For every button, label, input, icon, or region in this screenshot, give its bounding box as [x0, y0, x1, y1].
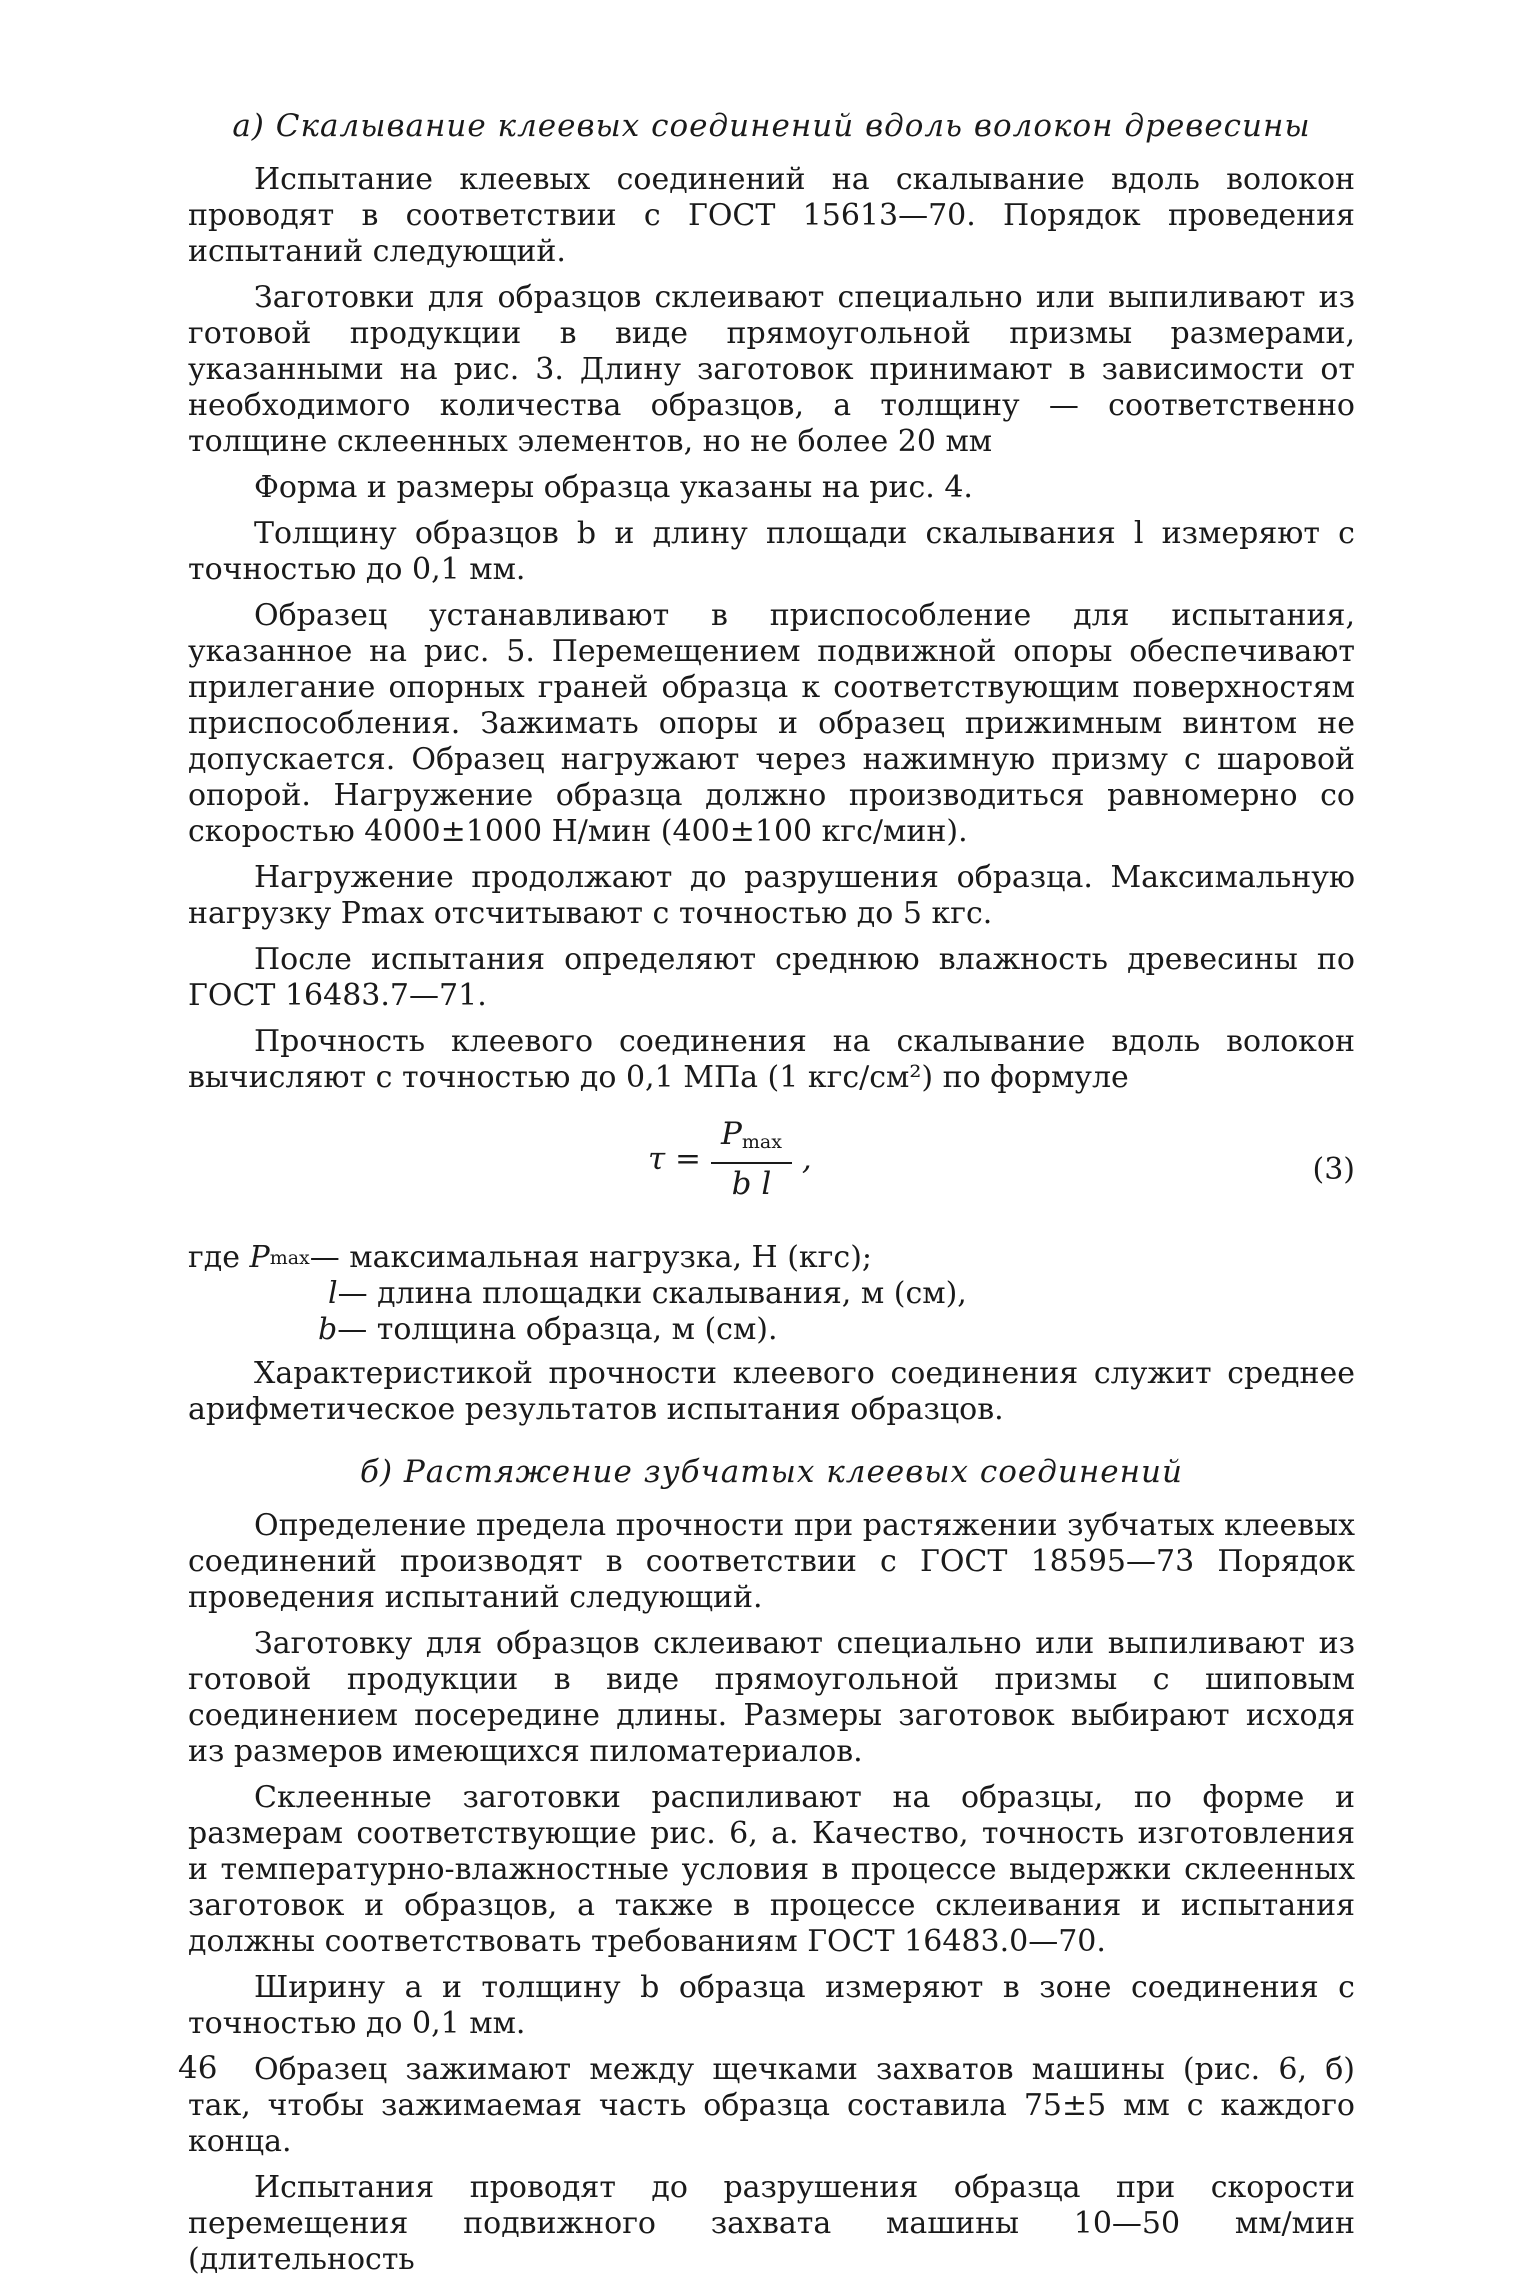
paragraph: Заготовки для образцов склеивают специально или выпиливают из готовой продукции в виде прямоугольной призмы размерами, указанными на рис. 3. Длину заготовок принимают в зависимости от необходимого количества образцов, а толщину — соответственно толщине склеенных элементов, но не более 20 мм — [188, 280, 1355, 459]
paragraph: Толщину образцов b и длину площади скалывания l измеряют с точностью до 0,1 мм. — [188, 516, 1355, 587]
legend-symbol: l — [328, 1276, 338, 1311]
legend-text: — максимальная нагрузка, Н (кгс); — [309, 1240, 873, 1275]
page-number: 46 — [178, 2050, 218, 2086]
paragraph: Испытания проводят до разрушения образца при скорости перемещения подвижного захвата машины 10—50 мм/мин (длительность — [188, 2170, 1355, 2277]
formula-lhs: τ = — [648, 1141, 701, 1177]
section-b-heading: б) Растяжение зубчатых клеевых соединений — [360, 1454, 1183, 1490]
legend-symbol: P — [249, 1240, 270, 1275]
paragraph: Склеенные заготовки распиливают на образцы, по форме и размерам соответствующие рис. 6, а. Качество, точность изготовления и температурно-влажностные условия в процессе выдержки склеенных заготовок и образцов, а также в процессе склеивания и испытания должны соответствовать требованиям ГОСТ 16483.0—70. — [188, 1780, 1355, 1959]
legend-symbol-sub: max — [269, 1247, 310, 1269]
paragraph: Форма и размеры образца указаны на рис. 4. — [254, 470, 973, 505]
formula-number: (3) — [1312, 1152, 1355, 1187]
paragraph: После испытания определяют среднюю влажность древесины по ГОСТ 16483.7—71. — [188, 942, 1355, 1013]
paragraph: Определение предела прочности при растяжении зубчатых клеевых соединений производят в соответствии с ГОСТ 18595—73 Порядок проведения испытаний следующий. — [188, 1508, 1355, 1615]
paragraph: Образец устанавливают в приспособление для испытания, указанное на рис. 5. Перемещением подвижной опоры обеспечивают прилегание опорных граней образца к соответствующим поверхностям приспособления. Зажимать опоры и образец прижимным винтом не допускается. Образец нагружают через нажимную призму с шаровой опорой. Нагружение образца должно производиться равномерно со скоростью 4000±1000 Н/мин (400±100 кгс/мин). — [188, 598, 1355, 849]
paragraph: Образец зажимают между щечками захватов машины (рис. 6, б) так, чтобы зажимаемая часть образца составила 75±5 мм с каждого конца. — [188, 2052, 1355, 2159]
paragraph: Прочность клеевого соединения на скалывание вдоль волокон вычисляют с точностью до 0,1 МПа (1 кгс/см²) по формуле — [188, 1024, 1355, 1095]
shear-strength-formula — [188, 1106, 1355, 1224]
section-a-heading: а) Скалывание клеевых соединений вдоль волокон древесины — [232, 108, 1311, 144]
formula-numerator: P — [720, 1116, 742, 1152]
paragraph: Испытание клеевых соединений на скалывание вдоль волокон проводят в соответствии с ГОСТ 15613—70. Порядок проведения испытаний следующий. — [188, 162, 1355, 269]
paragraph: Характеристикой прочности клеевого соединения служит среднее арифметическое результатов испытания образцов. — [188, 1356, 1355, 1427]
legend-symbol: b — [318, 1312, 338, 1347]
formula-trail: , — [801, 1141, 812, 1177]
legend-text: — толщина образца, м (см). — [337, 1312, 778, 1347]
paragraph: Нагружение продолжают до разрушения образца. Максимальную нагрузку Pmax отсчитывают с точностью до 5 кгс. — [188, 860, 1355, 931]
formula-numerator-sub: max — [741, 1131, 782, 1153]
formula-denominator: b l — [731, 1166, 772, 1202]
legend-text: — длина площадки скалывания, м (см), — [337, 1276, 967, 1311]
formula-legend — [188, 1240, 1355, 1348]
legend-lead: где — [188, 1240, 240, 1275]
paragraph: Ширину a и толщину b образца измеряют в зоне соединения с точностью до 0,1 мм. — [188, 1970, 1355, 2041]
paragraph: Заготовку для образцов склеивают специально или выпиливают из готовой продукции в виде прямоугольной призмы с шиповым соединением посередине длины. Размеры заготовок выбирают исходя из размеров имеющихся пиломатериалов. — [188, 1626, 1355, 1769]
